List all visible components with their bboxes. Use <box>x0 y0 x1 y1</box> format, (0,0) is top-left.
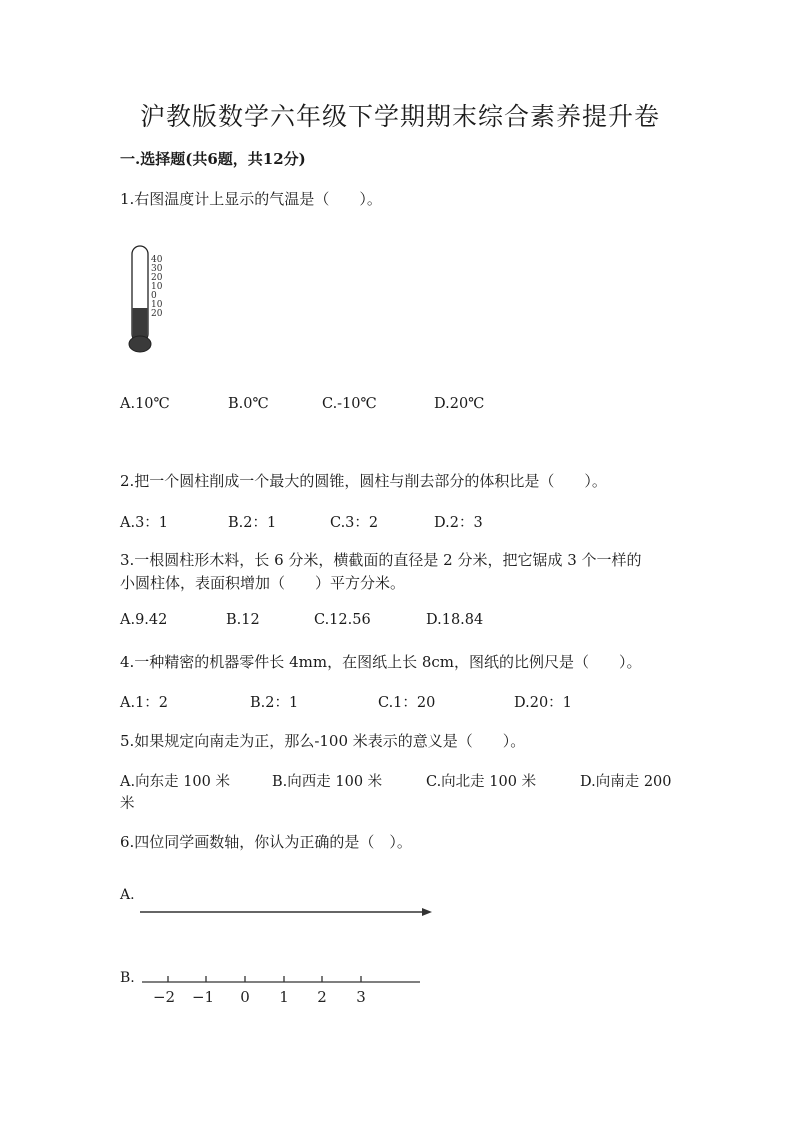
tick-label: 3 <box>356 988 366 1006</box>
question-3-stem-line-1: 3.一根圆柱形木料，长 6 分米，横截面的直径是 2 分米，把它锯成 3 个一样的 <box>120 551 642 569</box>
thermo-label-20: 20 <box>151 273 163 283</box>
q2-option-b[interactable]: B.2：1 <box>228 515 277 531</box>
q1-option-a[interactable]: A.10℃ <box>120 396 170 412</box>
thermo-label-0: 0 <box>151 291 157 301</box>
thermo-label-40: 40 <box>151 255 163 265</box>
thermo-label-30: 30 <box>151 264 163 274</box>
thermo-label-10: 10 <box>151 282 163 292</box>
q4-option-a[interactable]: A.1：2 <box>120 695 169 711</box>
q3-option-d[interactable]: D.18.84 <box>426 612 484 628</box>
q4-option-c[interactable]: C.1：20 <box>378 695 436 711</box>
question-4-stem: 4.一种精密的机器零件长 4mm，在图纸上长 8cm，图纸的比例尺是（ ）。 <box>120 653 642 671</box>
q5-option-d[interactable]: D.向南走 200 <box>580 774 672 790</box>
question-5-stem: 5.如果规定向南走为正，那么-100 米表示的意义是（ ）。 <box>120 732 526 750</box>
q6-figure-a-label: A. <box>120 887 135 903</box>
question-6-stem: 6.四位同学画数轴，你认为正确的是（ ）。 <box>120 833 412 851</box>
q5-option-d-wrap: 米 <box>120 796 135 812</box>
q4-option-b[interactable]: B.2：1 <box>250 695 299 711</box>
q6-figure-b-number-line <box>140 972 430 1010</box>
thermometer-figure <box>120 240 180 360</box>
q3-option-b[interactable]: B.12 <box>226 612 260 628</box>
q5-option-b[interactable]: B.向西走 100 米 <box>272 774 383 790</box>
q5-option-a[interactable]: A.向东走 100 米 <box>120 774 230 790</box>
q5-option-c[interactable]: C.向北走 100 米 <box>426 774 537 790</box>
thermometer-bulb <box>129 336 151 352</box>
question-3-stem-line-2: 小圆柱体，表面积增加（ ）平方分米。 <box>120 574 406 592</box>
q2-option-c[interactable]: C.3：2 <box>330 515 379 531</box>
q4-option-d[interactable]: D.20：1 <box>514 695 572 711</box>
tick-label: 2 <box>317 988 327 1006</box>
page-title: 沪教版数学六年级下学期期末综合素养提升卷 <box>139 102 660 131</box>
q6-figure-b-label: B. <box>120 970 135 986</box>
q1-option-d[interactable]: D.20℃ <box>434 396 485 412</box>
tick-label: 0 <box>240 988 250 1006</box>
q1-option-b[interactable]: B.0℃ <box>228 396 269 412</box>
q2-option-a[interactable]: A.3：1 <box>120 515 169 531</box>
question-1-stem: 1.右图温度计上显示的气温是（ ）。 <box>120 190 382 208</box>
section-heading: 一.选择题(共6题，共12分) <box>120 150 306 168</box>
thermo-label-neg20: 20 <box>151 309 163 319</box>
q6-figure-a-arrow-line <box>138 905 438 919</box>
tick-label: −2 <box>152 988 176 1006</box>
thermo-label-neg10: 10 <box>151 300 163 310</box>
q3-option-c[interactable]: C.12.56 <box>314 612 371 628</box>
q3-option-a[interactable]: A.9.42 <box>120 612 168 628</box>
thermometer-scale-labels <box>151 255 163 319</box>
q2-option-d[interactable]: D.2：3 <box>434 515 483 531</box>
tick-label: 1 <box>279 988 289 1006</box>
q1-option-c[interactable]: C.-10℃ <box>322 396 377 412</box>
question-2-stem: 2.把一个圆柱削成一个最大的圆锥，圆柱与削去部分的体积比是（ ）。 <box>120 472 607 490</box>
tick-label: −1 <box>191 988 215 1006</box>
